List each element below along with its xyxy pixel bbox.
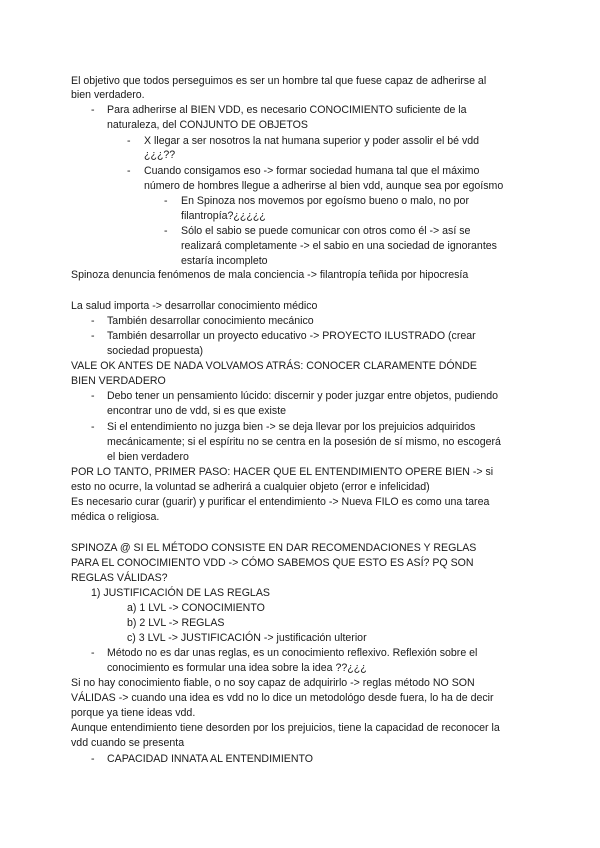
- text-line: encontrar uno de vdd, si es que existe: [107, 405, 287, 417]
- text-line: el bien verdadero: [107, 451, 189, 463]
- text-line: POR LO TANTO, PRIMER PASO: HACER QUE EL ENTENDIMIENTO OPERE BIEN -> si: [71, 466, 494, 478]
- bullet-dash: -: [91, 421, 95, 433]
- sub-list-item: b) 2 LVL -> REGLAS: [127, 617, 225, 629]
- text-line: También desarrollar un proyecto educativo -> PROYECTO ILUSTRADO (crear: [107, 330, 476, 342]
- bullet-dash: -: [91, 104, 95, 116]
- text-line: Para adherirse al BIEN VDD, es necesario CONOCIMIENTO suficiente de la: [107, 104, 467, 116]
- text-line: Cuando consigamos eso -> formar sociedad humana tal que el máximo: [144, 165, 480, 177]
- bullet-dash: -: [127, 165, 131, 177]
- text-line: Aunque entendimiento tiene desorden por los prejuicios, tiene la capacidad de reconocer la: [71, 722, 500, 734]
- text-line: La salud importa -> desarrollar conocimiento médico: [71, 300, 318, 312]
- text-line: En Spinoza nos movemos por egoísmo bueno o malo, no por: [181, 195, 469, 207]
- text-line: naturaleza, del CONJUNTO DE OBJETOS: [107, 119, 308, 131]
- bullet-dash: -: [164, 195, 168, 207]
- bullet-dash: -: [127, 135, 131, 147]
- text-line: filantropía?¿¿¿¿¿: [181, 210, 266, 222]
- text-line: realizará completamente -> el sabio en una sociedad de ignorantes: [181, 240, 497, 252]
- numbered-heading: 1) JUSTIFICACIÓN DE LAS REGLAS: [91, 587, 270, 599]
- text-line: Es necesario curar (guarir) y purificar el entendimiento -> Nueva FILO es como una tarea: [71, 496, 490, 508]
- text-line: porque ya tiene ideas vdd.: [71, 707, 196, 719]
- bullet-dash: -: [91, 753, 95, 765]
- text-line: sociedad propuesta): [107, 345, 203, 357]
- text-line: Si el entendimiento no juzga bien -> se deja llevar por los prejuicios adquiridos: [107, 421, 476, 433]
- text-line: conocimiento es formular una idea sobre la idea ??¿¿¿: [107, 662, 367, 674]
- text-line: Si no hay conocimiento fiable, o no soy capaz de adquirirlo -> reglas método NO SON: [71, 677, 475, 689]
- text-line: REGLAS VÁLIDAS?: [71, 572, 168, 584]
- text-line: También desarrollar conocimiento mecánico: [107, 315, 314, 327]
- text-line: PARA EL CONOCIMIENTO VDD -> CÓMO SABEMOS QUE ESTO ES ASÍ? PQ SON: [71, 557, 474, 569]
- text-line: VALE OK ANTES DE NADA VOLVAMOS ATRÁS: CONOCER CLARAMENTE DÓNDE: [71, 360, 477, 372]
- text-line: mecánicamente; si el espíritu no se centra en la posesión de sí mismo, no escogerá: [107, 436, 501, 448]
- bullet-dash: -: [91, 390, 95, 402]
- text-line: CAPACIDAD INNATA AL ENTENDIMIENTO: [107, 753, 314, 765]
- text-line: ¿¿¿??: [144, 149, 176, 161]
- sub-list-item: a) 1 LVL -> CONOCIMIENTO: [127, 602, 265, 614]
- text-line: esto no ocurre, la voluntad se adherirá a cualquier objeto (error e infelicidad): [71, 481, 430, 493]
- text-line: número de hombres llegue a adherirse al bien vdd, aunque sea por egoísmo: [144, 180, 504, 192]
- text-line: Sólo el sabio se puede comunicar con otros como él -> así se: [181, 225, 471, 237]
- text-line: VÁLIDAS -> cuando una idea es vdd no lo dice un metodológo desde fuera, lo ha de decir: [71, 692, 494, 704]
- text-line: SPINOZA @ SI EL MÉTODO CONSISTE EN DAR RECOMENDACIONES Y REGLAS: [71, 542, 477, 554]
- bullet-dash: -: [91, 330, 95, 342]
- text-line: Spinoza denuncia fenómenos de mala conciencia -> filantropía teñida por hipocresía: [71, 269, 469, 281]
- text-line: vdd cuando se presenta: [71, 737, 185, 749]
- text-line: X llegar a ser nosotros la nat humana superior y poder assolir el bé vdd: [144, 135, 480, 147]
- bullet-dash: -: [164, 225, 168, 237]
- text-line: Método no es dar unas reglas, es un conocimiento reflexivo. Reflexión sobre el: [107, 647, 478, 659]
- bullet-dash: -: [91, 315, 95, 327]
- text-line: médica o religiosa.: [71, 511, 160, 523]
- sub-list-item: c) 3 LVL -> JUSTIFICACIÓN -> justificación ulterior: [127, 632, 367, 644]
- bullet-dash: -: [91, 647, 95, 659]
- text-line: bien verdadero.: [71, 89, 145, 101]
- text-line: BIEN VERDADERO: [71, 375, 166, 387]
- text-line: Debo tener un pensamiento lúcido: discernir y poder juzgar entre objetos, pudiendo: [107, 390, 499, 402]
- text-line: El objetivo que todos perseguimos es ser un hombre tal que fuese capaz de adherirse al: [71, 75, 487, 87]
- text-line: estaría incompleto: [181, 255, 268, 267]
